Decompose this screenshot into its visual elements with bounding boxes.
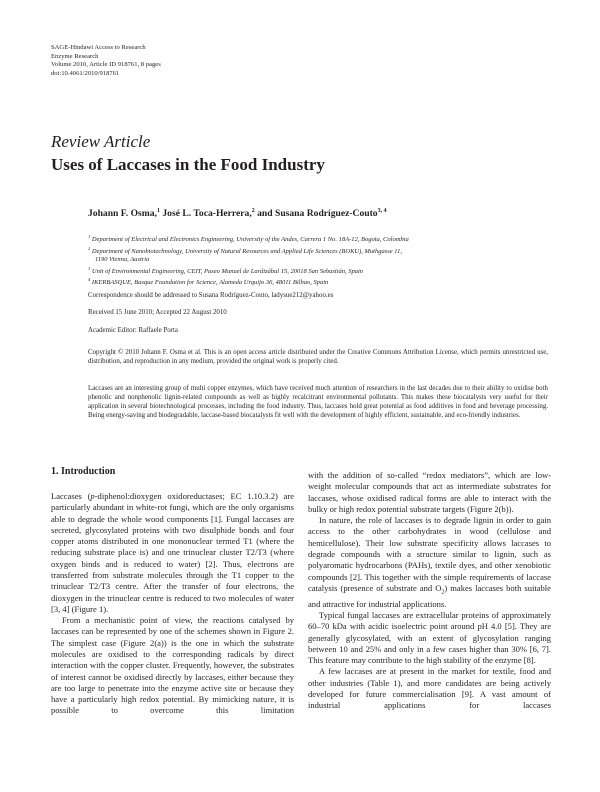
copyright-notice: Copyright © 2010 Johann F. Osma et al. This is an open access article distributed under the Creative Commons Attribution License, which permits unrestricted use, distribution, and reproduction in any medium, provided the original work is properly cited. <box>88 349 548 365</box>
header-line: Volume 2010, Article ID 918761, 8 pages <box>51 61 161 69</box>
italic-text: p <box>90 491 95 501</box>
affiliation-text: Unit of Environmental Engineering, CEIT, Paseo Manuel de Lardizábal 15, 20018 San Sebastián, Spain <box>91 267 364 275</box>
affiliation <box>88 233 548 245</box>
body-column-left <box>51 491 294 717</box>
affiliation-text: IKERBASQUE, Basque Foundation for Science, Alameda Urquijo 36, 48011 Bilbao, Spain <box>91 279 329 287</box>
author-list <box>88 208 387 219</box>
body-column-right <box>308 470 551 712</box>
article-type: Review Article <box>51 132 151 151</box>
affiliation-text: Department of Nanobiotechnology, University of Natural Resources and Applied Life Sciences (BOKU), Muthgasse 11, <box>91 247 402 255</box>
correspondence: Correspondence should be addressed to Susana Rodríguez-Couto, ladysue212@yahoo.es <box>88 292 334 299</box>
text-run: In nature, the role of laccases is to degrade lignin in order to gain access to the other carbohydrates in wood (cellulose and hemicellulose). Their low substrate specificity allows laccases to degrade compounds with a structure similar to lignin, such as polyaromatic hydrocarbons (PAHs), textile dyes, and other xenobiotic compounds [2]. This together with the simple requirements of laccase catalysis (presence of substrate and O <box>308 515 551 593</box>
paragraph: A few laccases are at present in the market for textile, food and other industries (Table 1), and more candidates are being actively developed for future commercialisation [9]. A vast amount of industrial applications for laccases <box>308 666 551 711</box>
received-accepted-dates: Received 15 June 2010; Accepted 22 August 2010 <box>88 309 227 316</box>
author-affil-ref: 3, 4 <box>377 208 387 214</box>
affiliation-number: 3 <box>88 265 91 271</box>
paragraph: From a mechanistic point of view, the reactions catalysed by laccases can be represented by one of the schemes shown in Figure 2. The simplest case (Figure 2(a)) is the one in which the substrate molecules are oxidised to the corresponding radicals by direct interaction with the copper cluster. Frequently, however, the substrates of interest cannot be oxidised directly by laccases, either because they are too large to penetrate into the enzyme active site or because they have a particularly high redox potential. By mimicking nature, it is possible to overcome this limitation <box>51 615 294 716</box>
affiliation-number: 2 <box>88 245 91 251</box>
author-name: and Susana Rodríguez-Couto <box>254 208 378 220</box>
text-run: ) makes laccases both suitable and attractive for industrial applications. <box>308 582 551 609</box>
affiliation-number: 4 <box>88 277 91 283</box>
academic-editor: Academic Editor: Raffaele Porta <box>88 327 178 334</box>
author-name: Johann F. Osma, <box>88 208 157 220</box>
affiliation <box>88 265 548 277</box>
author-name: José L. Toca-Herrera, <box>159 208 252 220</box>
affiliation-continuation: 1190 Vienna, Austria <box>95 256 150 264</box>
header-line: Enzyme Research <box>51 52 99 60</box>
affiliation <box>88 276 548 288</box>
text-run: Laccases ( <box>51 491 91 501</box>
paragraph <box>308 515 551 610</box>
affiliation-number: 1 <box>88 234 91 239</box>
journal-header <box>51 44 161 78</box>
article-title: Uses of Laccases in the Food Industry <box>51 155 325 174</box>
affiliations <box>88 233 548 288</box>
affiliation <box>88 245 548 257</box>
author-affil-ref: 1 <box>156 208 160 214</box>
subscript: 2 <box>441 589 445 596</box>
header-line: SAGE-Hindawi Access to Research <box>51 44 146 51</box>
affiliation-text: Department of Electrical and Electronics Engineering, University of the Andes, Carrera 1 No. 18A-12, Bogota, Colombia <box>91 236 409 244</box>
paragraph: Typical fungal laccases are extracellular proteins of approximately 60–70 kDa with acidic isoelectric point around pH 4.0 [5]. They are generally glycosylated, with an extent of glycosylation ranging between 10 and 25% and only in a few cases higher than 30% [6, 7]. This feature may contribute to the high stability of the enzyme [8]. <box>308 610 551 666</box>
author-affil-ref: 2 <box>251 208 255 214</box>
header-line: doi:10.4061/2010/918761 <box>51 69 120 77</box>
paragraph <box>51 491 294 615</box>
text-run: -diphenol:dioxygen oxidoreductases; EC 1.10.3.2) are particularly abundant in white-rot fungi, which are the only organisms able to degrade the whole wood components [1]. Fungal laccases are secreted, glycosylated proteins with two disulphide bonds and four copper atoms distributed in one mononuclear termed T1 (where the reducing substrate place is) and one trinuclear cluster T2/T3 (where oxygen binds and is reduced to water) [2]. Thus, electrons are transferred from substrate molecules through the T1 copper to the trinuclear T2/T3 centre. After the transfer of four electrons, the dioxygen in the trinuclear centre is reduced to two molecules of water [3, 4] (Figure 1). <box>51 491 294 614</box>
section-heading: 1. Introduction <box>51 466 116 477</box>
paragraph: with the addition of so-called “redox mediators”, which are low-weight molecular compounds that act as intermediate substrates for laccases, whose oxidised radical forms are able to interact with the bulky or high redox potential substrate targets (Figure 2(b)). <box>308 470 551 514</box>
abstract: Laccases are an interesting group of multi copper enzymes, which have received much attention of researchers in the last decades due to their ability to oxidise both phenolic and nonphenolic lignin-related compounds as well as highly recalcitrant environmental pollutants. This makes these biocatalysts very useful for their application in several biotechnological processes, including the food industry. Thus, laccases hold great potential as food additives in food and beverage processing. Being energy-saving and biodegradable, laccase-based biocatalysts fit well with the development of highly efficient, sustainable, and eco-friendly industries. <box>88 385 548 419</box>
